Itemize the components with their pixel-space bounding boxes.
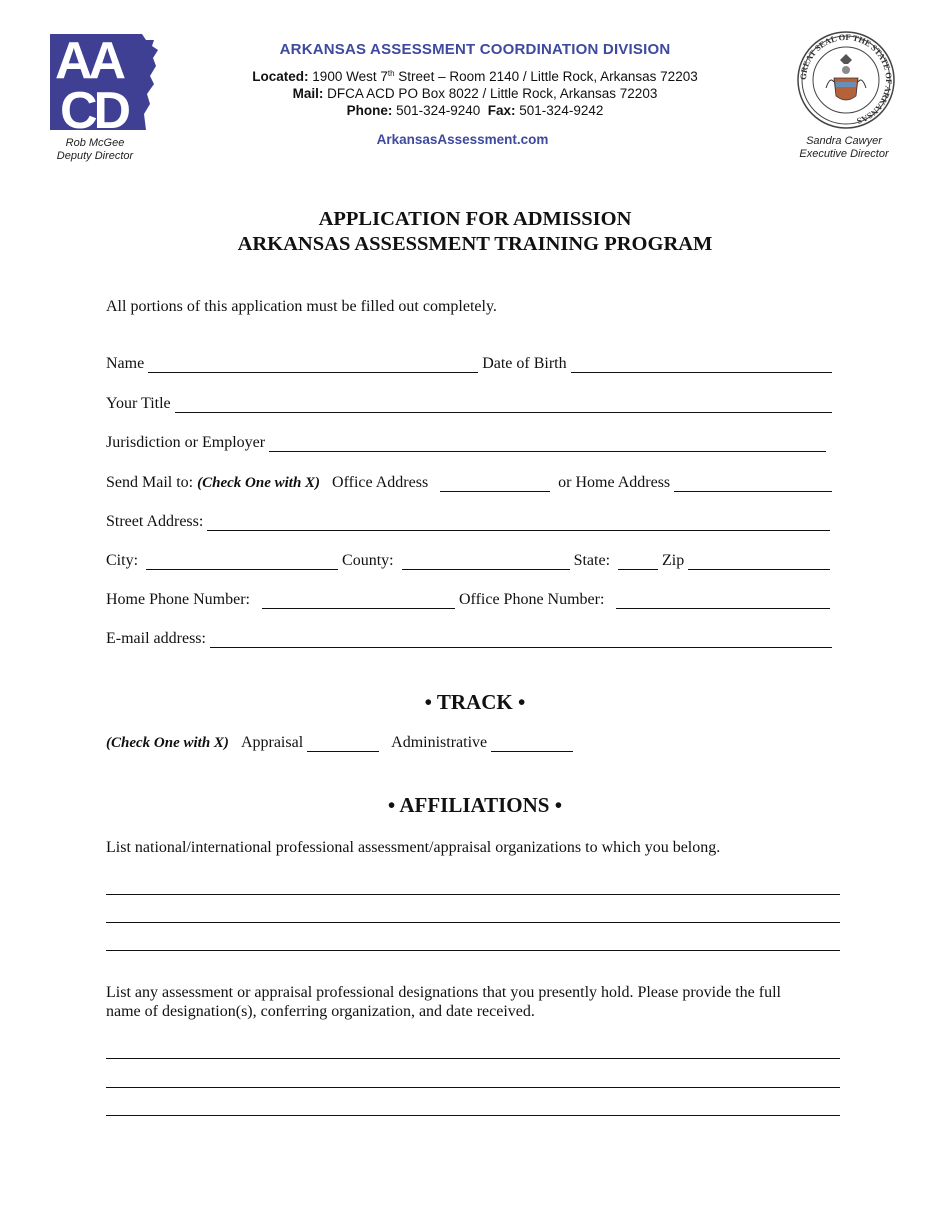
located-line (210, 69, 740, 84)
track-row (106, 734, 666, 752)
affiliations-prompt-designations-1: List any assessment or appraisal professional designations that you presently hold. Please provide the full (106, 984, 781, 1001)
street-row (106, 513, 830, 531)
state-seal (796, 30, 896, 130)
home-phone-field[interactable] (262, 593, 455, 609)
city-row (106, 552, 830, 570)
dob-field[interactable] (571, 357, 832, 373)
affiliations-prompt-organizations: List national/international professional assessment/appraisal organizations to which you belong. (106, 839, 721, 856)
instructions: All portions of this application must be filled out completely. (106, 298, 497, 315)
page-title-line1: APPLICATION FOR ADMISSION (318, 208, 632, 230)
email-row (106, 630, 832, 648)
send-mail-label: Send Mail to: (106, 474, 194, 491)
deputy-director-name: Rob McGee (65, 137, 125, 149)
designations-line-1[interactable] (106, 1058, 840, 1059)
jurisdiction-row (106, 434, 826, 452)
home-address-check[interactable] (674, 476, 832, 492)
appraisal-check[interactable] (307, 736, 379, 752)
affiliations-heading: • AFFILIATIONS • (387, 793, 563, 817)
located-sup: th (387, 69, 395, 78)
org-name: ARKANSAS ASSESSMENT COORDINATION DIVISION (279, 41, 671, 58)
send-mail-row (106, 474, 832, 492)
phone-row (106, 591, 830, 609)
email-field[interactable] (210, 632, 832, 648)
executive-director-block (786, 135, 902, 161)
zip-label: Zip (662, 552, 685, 569)
city-field[interactable] (146, 554, 338, 570)
aacd-logo (50, 32, 160, 132)
located-label: Located: (252, 69, 309, 84)
county-label: County: (342, 552, 394, 569)
name-dob-row (106, 355, 832, 373)
office-address-check[interactable] (440, 476, 550, 492)
state-label: State: (573, 552, 611, 569)
administrative-check[interactable] (491, 736, 573, 752)
state-field[interactable] (618, 554, 658, 570)
deputy-director-title: Deputy Director (56, 150, 134, 162)
your-title-field[interactable] (175, 397, 832, 413)
mail-label: Mail: (292, 86, 324, 101)
send-mail-check-note: (Check One with X) (197, 475, 321, 491)
mail-value: DFCA ACD PO Box 8022 / Little Rock, Arkansas 72203 (327, 86, 658, 101)
administrative-label: Administrative (391, 734, 488, 751)
page-title-line2: ARKANSAS ASSESSMENT TRAINING PROGRAM (237, 233, 713, 255)
organizations-line-2[interactable] (106, 922, 840, 923)
website-link[interactable]: ArkansasAssessment.com (376, 132, 549, 147)
email-label: E-mail address: (106, 630, 206, 647)
deputy-director-block (40, 137, 150, 163)
track-heading: • TRACK • (424, 690, 526, 714)
city-label: City: (106, 552, 139, 569)
appraisal-label: Appraisal (240, 734, 304, 751)
street-field[interactable] (207, 515, 830, 531)
street-label: Street Address: (106, 513, 204, 530)
your-title-label: Your Title (106, 395, 171, 412)
name-label: Name (106, 355, 145, 372)
zip-field[interactable] (688, 554, 830, 570)
affiliations-prompt-designations-2: name of designation(s), conferring organization, and date received. (106, 1003, 535, 1020)
phone-label: Phone: (346, 103, 393, 118)
mail-line (210, 86, 740, 101)
located-post: Street – Room 2140 / Little Rock, Arkansas 72203 (398, 69, 698, 84)
phone-line (210, 103, 740, 118)
title-row (106, 395, 832, 413)
designations-line-2[interactable] (106, 1087, 840, 1088)
name-field[interactable] (148, 357, 478, 373)
svg-text:AA: AA (55, 32, 123, 90)
located-pre: 1900 West 7 (312, 69, 388, 84)
fax-label: Fax: (487, 103, 516, 118)
jurisdiction-label: Jurisdiction or Employer (106, 434, 266, 451)
organizations-line-3[interactable] (106, 950, 840, 951)
county-field[interactable] (402, 554, 570, 570)
office-phone-field[interactable] (616, 593, 830, 609)
dob-label: Date of Birth (482, 355, 567, 372)
seal-text: GREAT SEAL OF THE STATE OF ARKANSAS (797, 31, 895, 127)
fax-value: 501-324-9242 (519, 103, 604, 118)
track-check-note: (Check One with X) (106, 735, 229, 751)
svg-text:CD: CD (60, 82, 128, 132)
designations-line-3[interactable] (106, 1115, 840, 1116)
or-label: or (558, 474, 572, 491)
executive-director-name: Sandra Cawyer (806, 135, 882, 147)
office-address-label: Office Address (332, 474, 429, 491)
jurisdiction-field[interactable] (269, 436, 826, 452)
home-address-label: Home Address (575, 474, 671, 491)
office-phone-label: Office Phone Number: (458, 591, 605, 608)
phone-value: 501-324-9240 (396, 103, 481, 118)
executive-director-title: Executive Director (799, 148, 889, 160)
home-phone-label: Home Phone Number: (106, 591, 250, 608)
organizations-line-1[interactable] (106, 894, 840, 895)
